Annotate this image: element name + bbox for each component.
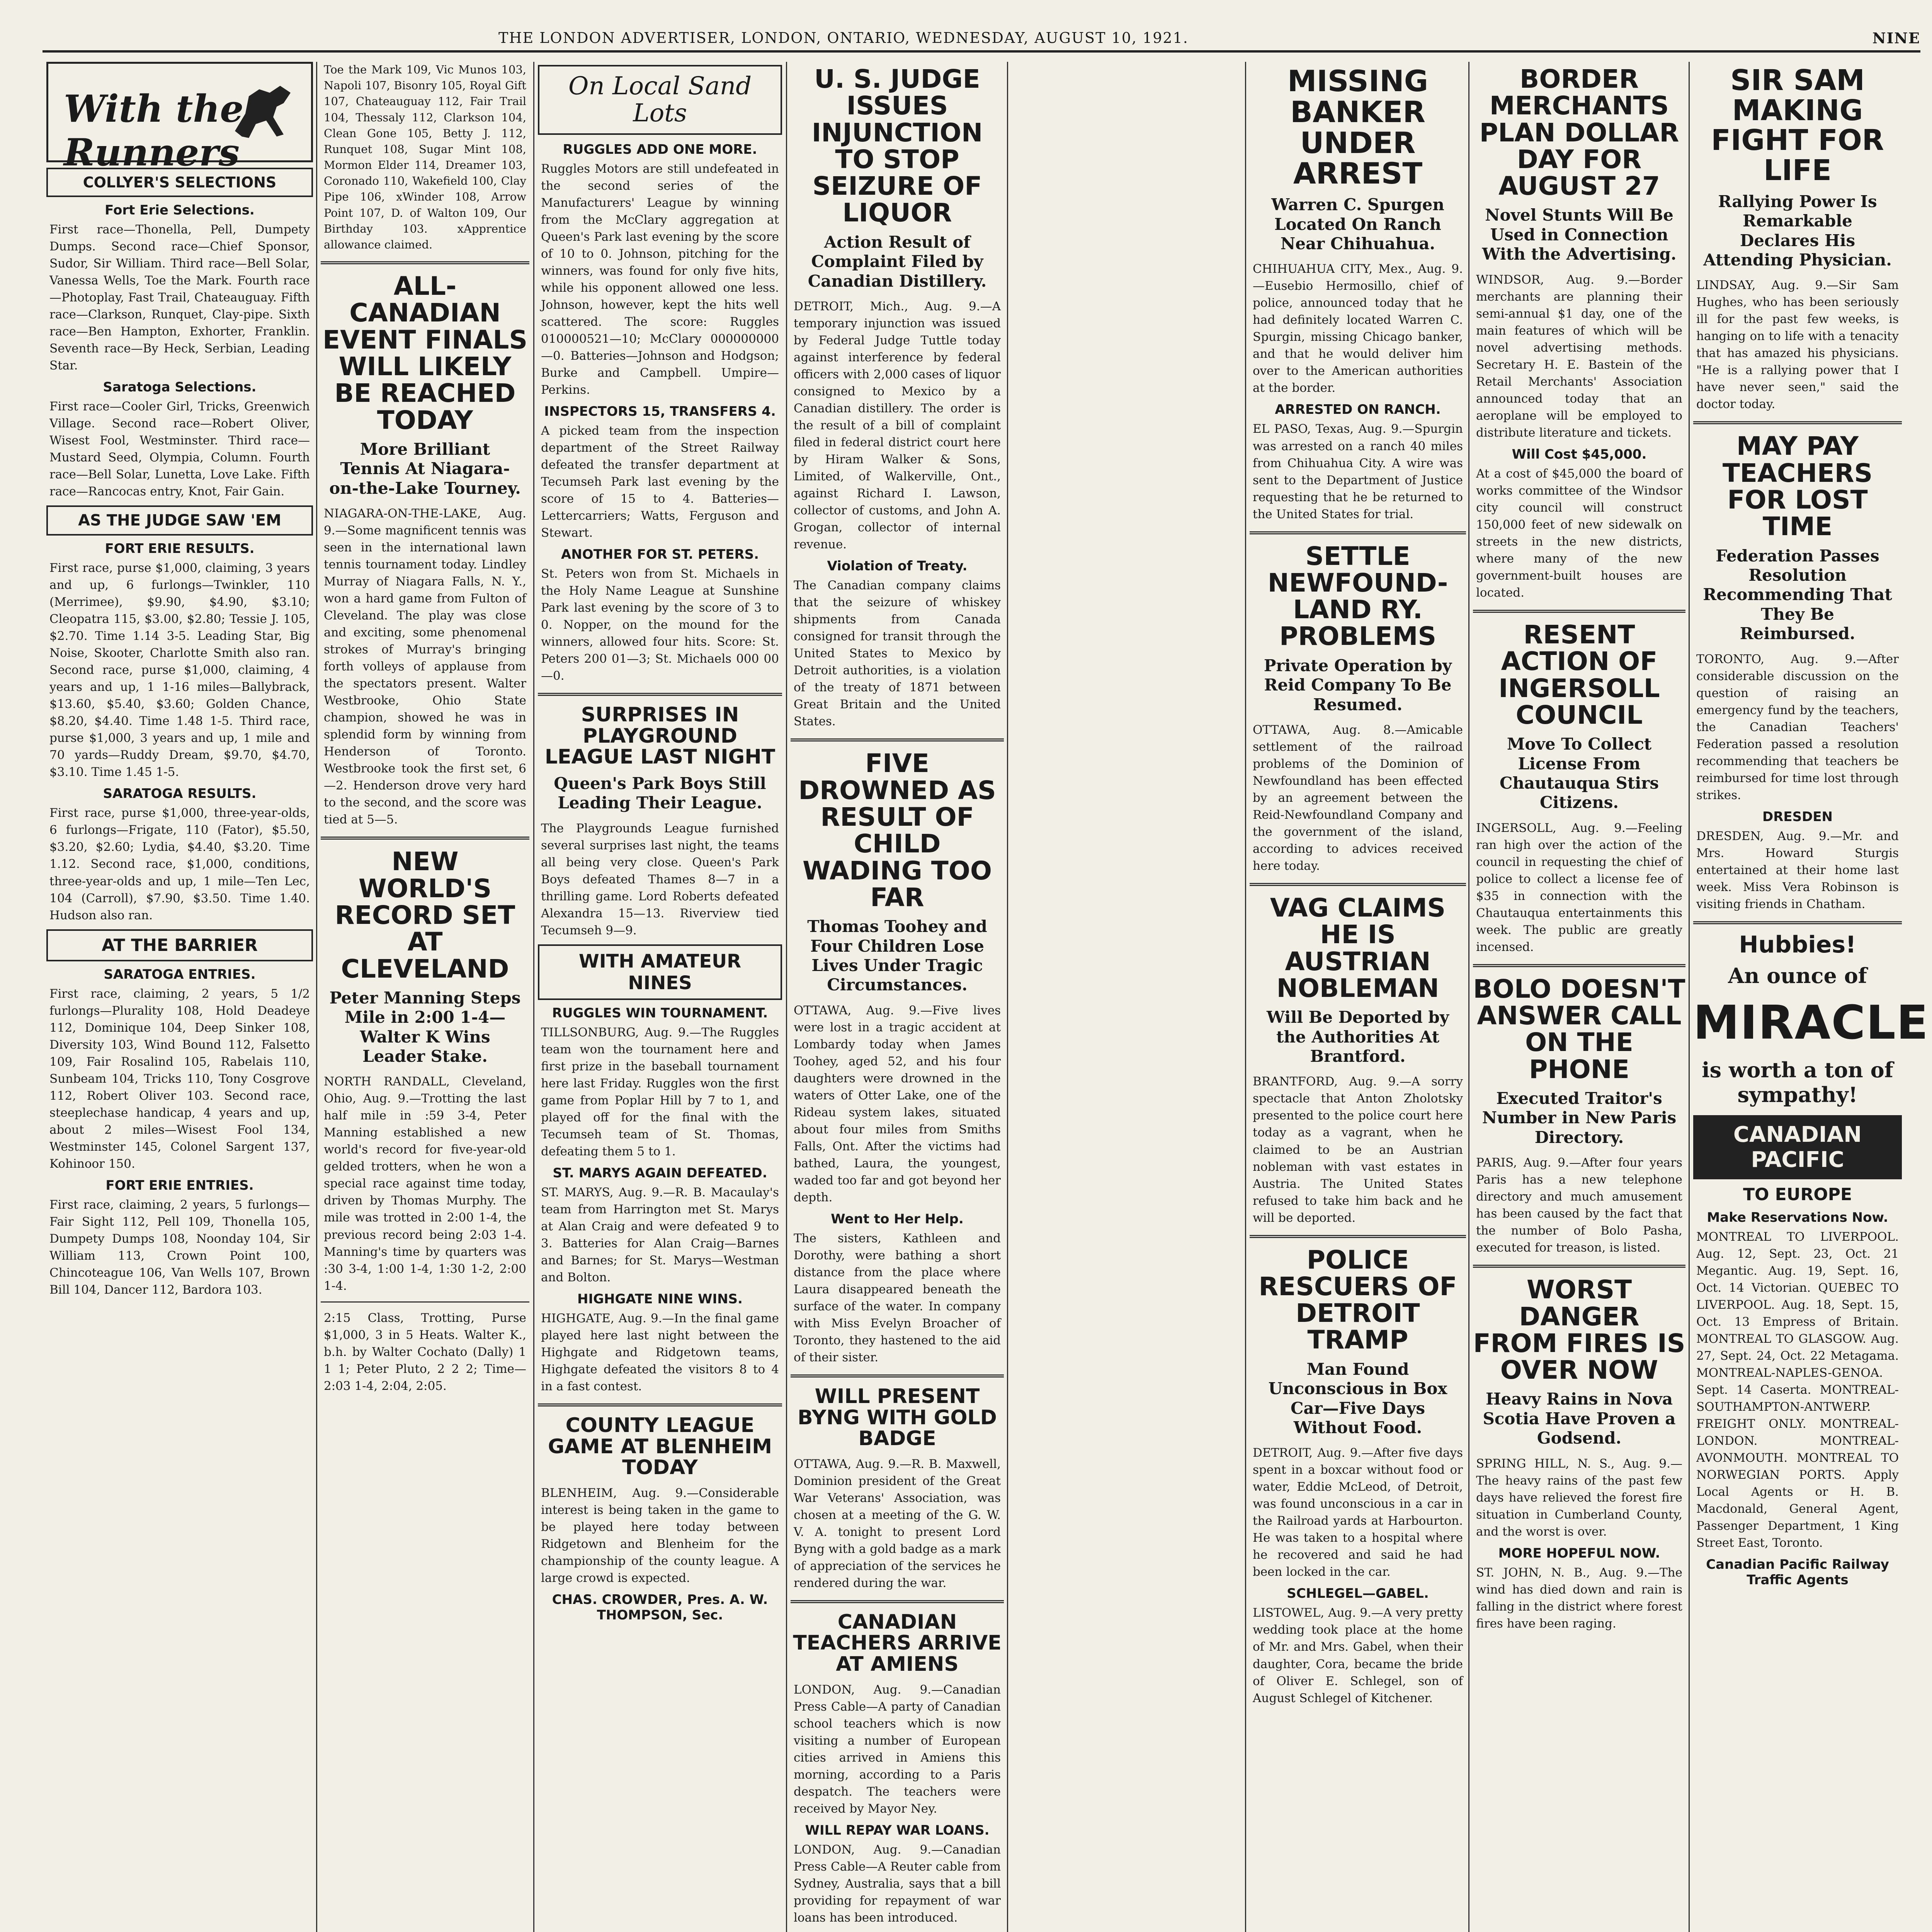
column-border (1473, 62, 1685, 1932)
amateur-text-1: TILLSONBURG, Aug. 9.—The Ruggles team won the tournament here and first prize in the baseball tournament here last Friday. Ruggles won the first game from Poplar Hill by 7 to 1, and played off for the final with the Tecumseh team of St. Thomas, defeating them 5 to 1. (541, 1025, 779, 1158)
liquor-headline: U. S. JUDGE ISSUES INJUNCTION TO STOP SEIZURE OF LIQUOR (811, 64, 983, 228)
column-runners (46, 62, 313, 1932)
war-loans-heading: WILL REPAY WAR LOANS. (805, 1822, 990, 1838)
war-loans-text: LONDON, Aug. 9.—Canadian Press Cable—A Reuter cable from Sydney, Australia, says that a bill providing for repayment of war loans has been introduced. (794, 1842, 1001, 1925)
cpr-schedule: MONTREAL TO LIVERPOOL. Aug. 12, Sept. 23, Oct. 21 Megantic. Aug. 19, Sept. 16, Oct. 14 Victorian. QUEBEC TO LIVERPOOL. Aug. 18, Sept. 15, Oct. 13 Empress of Britain. MONTREAL TO GLASGOW. Aug. 27, Sept. 24, Oct. 22 Metagama. MONTREAL-NAPLES-GENOA. Sept. 14 Caserta. MONTREAL-SOUTHAMPTON-ANTWERP. FREIGHT ONLY. MONTREAL-LONDON. MONTREAL-AVONMOUTH. MONTREAL TO NORWEGIAN PORTS. Apply Local Agents or H. B. Macdonald, General Agent, Passenger Department, 1 King Street East, Toronto. (1696, 1230, 1899, 1550)
divider (1473, 1265, 1685, 1268)
banker-text-2: EL PASO, Texas, Aug. 9.—Spurgin was arrested on a ranch 40 miles from Chihuahua City. A wire was sent to the Department of Justice requesting that he be returned to the United States for trial. (1253, 422, 1463, 521)
divider (1250, 531, 1466, 534)
county-headline: COUNTY LEAGUE GAME AT BLENHEIM TODAY (548, 1414, 772, 1480)
border-section: Will Cost $45,000. (1512, 446, 1647, 462)
county-text: BLENHEIM, Aug. 9.—Considerable interest is being taken in the game to be played here today between Ridgetown and Blenheim for the championship of the county league. A large crowd is expected. (541, 1486, 779, 1585)
column-rule (1689, 62, 1690, 1932)
ingersoll-subhead: Move To Collect License From Chautauqua Stirs Citizens. (1499, 735, 1659, 812)
fires-headline: WORST DANGER FROM FIRES IS OVER NOW (1473, 1275, 1685, 1385)
drowned-text: OTTAWA, Aug. 9.—Five lives were lost in a tragic accident at Lombardy today when James Toohey, aged 52, and his four daughters were drowned in the waters of Otter Lake, one of the Rideau system lakes, situated about four miles from Smiths Falls, Ont. After the victims had bathed, Laura, the youngest, waded too far and got beyond her depth. (794, 1003, 1001, 1204)
divider (1473, 964, 1685, 967)
saratoga-selections: Saratoga Selections. (103, 379, 257, 395)
amateur-text-2: ST. MARYS, Aug. 9.—R. B. Macaulay's team from Harrington met St. Marys at Alan Craig and were defeated 9 to 3. Batteries for Alan Craig—Barnes and Barnes; for St. Marys—Westman and Bolton. (541, 1185, 779, 1285)
entries-list: Toe the Mark 109, Vic Munos 103, Napoli 107, Bisonry 105, Royal Gift 107, Chateauguay 112, Fair Trail 104, Thessaly 112, Clarkson 104, Clean Gone 105, Betty J. 112, Runquet 108, Sugar Mint 108, Mormon Elder 114, Dreamer 103, Coronado 110, Wakefield 100, Clay Pipe 106, xWinder 108, Arrow Point 107, D. of Walton 109, Our Birthday 103. xApprentice allowance claimed. (324, 63, 526, 251)
liquor-text: DETROIT, Mich., Aug. 9.—A temporary injunction was issued by Federal Judge Tuttle today against interference by federal officers with 2,000 cases of liquor consigned to Mexico by a Canadian distillery. The order is the result of a bill of complaint filed in federal district court here by Hiram Walker & Sons, Limited, of Walkerville, Ont., against Richard I. Lawson, collector of customs, and John A. Grogan, collector of internal revenue. (794, 299, 1001, 552)
local-section-2: INSPECTORS 15, TRANSFERS 4. (544, 404, 776, 419)
banker-subhead: Warren C. Spurgen Located On Ranch Near Chihuahua. (1271, 195, 1444, 253)
entries-text-2: First race, claiming, 2 years, 5 furlongs—Fair Sight 112, Pell 109, Thonella 105, Dumpety Dumps 108, Noonday 104, Sir William 113, Crown Point 100, Chincoteague 106, Van Wells 107, Brown Bill 104, Dancer 112, Bardora 103. (49, 1197, 310, 1297)
teachers-headline: CANADIAN TEACHERS ARRIVE AT AMIENS (793, 1610, 1002, 1676)
tennis-headline: ALL-CANADIAN EVENT FINALS WILL LIKELY BE REACHED TODAY (322, 271, 528, 435)
bolo-subhead: Executed Traitor's Number in New Paris Directory. (1482, 1089, 1677, 1147)
fires-text: SPRING HILL, N. S., Aug. 9.—The heavy rains of the past few days have relieved the forest fire situation in Cumberland County, and the worst is over. (1476, 1456, 1682, 1539)
drowned-section: Went to Her Help. (831, 1211, 964, 1227)
border-headline: BORDER MERCHANTS PLAN DOLLAR DAY FOR AUGUST 27 (1479, 64, 1679, 201)
playground-headline: SURPRISES IN PLAYGROUND LEAGUE LAST NIGHT (544, 703, 776, 769)
cpr-footer: Canadian Pacific Railway Traffic Agents (1706, 1557, 1889, 1588)
selections-text-2: First race—Cooler Girl, Tricks, Greenwich Village. Second race—Robert Oliver, Wisest Fool, Westminster. Third race—Mustard Seed, Olympia, Column. Fourth race—Bell Solar, Lunetta, Love Lake. Fifth race—Rancocas entry, Knot, Fair Gain. (49, 400, 310, 499)
page-number: NINE (1872, 29, 1920, 47)
amateur-section-2: ST. MARYS AGAIN DEFEATED. (553, 1165, 767, 1181)
teachers-pay-text: TORONTO, Aug. 9.—After considerable discussion on the question of raising an emergency fund by the teachers, the Canadian Teachers' Federation passed a resolution recommending that teachers be reimbursed for time lost through strikes. (1696, 652, 1899, 802)
amateur-section-1: RUGGLES WIN TOURNAMENT. (552, 1005, 768, 1021)
drowned-headline: FIVE DROWNED AS RESULT OF CHILD WADING TOO FAR (798, 748, 996, 912)
banker-text: CHIHUAHUA CITY, Mex., Aug. 9.—Eusebio Hermosillo, chief of police, announced today that he had definitely located Warren C. Spurgin, missing Chicago banker, and that he would deliver him over to the American authorities at the border. (1253, 262, 1463, 395)
newfoundland-subhead: Private Operation by Reid Company To Be Resumed. (1264, 656, 1452, 714)
column-rule (786, 62, 787, 1932)
barrier-heading: AT THE BARRIER (46, 929, 313, 961)
record-headline: NEW WORLD'S RECORD SET AT CLEVELAND (335, 847, 515, 984)
cpr-logo: CANADIAN PACIFIC (1693, 1115, 1902, 1179)
byng-headline: WILL PRESENT BYNG WITH GOLD BADGE (798, 1384, 997, 1451)
column-tennis (321, 62, 529, 1932)
judge-heading: AS THE JUDGE SAW 'EM (46, 505, 313, 536)
entries-text: First race, claiming, 2 years, 5 1/2 furlongs—Plurality 108, Hold Deadeye 112, Dominique 104, Deep Sinker 108, Diversity 103, Wind Bound 112, Falsetto 109, Fair Rosalind 105, Rabelais 110, Sunbeam 104, Tricks 110, Tony Cosgrove 112, Robert Oliver 103. Second race, steeplechase handicap, 4 years and up, about 2 miles—Wisest Fool 134, Westminster 145, Colonel Sargent 137, Kohinoor 150. (49, 986, 310, 1171)
amateur-text-3: HIGHGATE, Aug. 9.—In the final game played here last night between the Highgate and Ridgetown teams, Highgate defeated the visitors 8 to 4 in a fast contest. (541, 1311, 779, 1394)
tramp-text: DETROIT, Aug. 9.—After five days spent in a boxcar without food or water, Eddie McLeod, of Detroit, was found unconscious in a car in the Railroad yards at Harbourton. He was taken to a hospital where he recovered and said he had been locked in the car. (1253, 1446, 1463, 1579)
teachers-text: LONDON, Aug. 9.—Canadian Press Cable—A party of Canadian school teachers which is now visiting a number of European cities arrived in Amiens this morning, according to a Paris despatch. The teachers were received by Mayor Ney. (794, 1682, 1001, 1816)
race-summary: 2:15 Class, Trotting, Purse $1,000, 3 in 5 Heats. Walter K., b.h. by Walter Cochato (Dally) 1 1 1; Peter Pluto, 2 2 2; Time—2:03 1-4, 2:04, 2:05. (324, 1311, 526, 1393)
divider (321, 837, 529, 840)
ad-hubbies: Hubbies! (1739, 931, 1856, 958)
horse-icon (226, 75, 299, 145)
column-banker (1250, 62, 1466, 1932)
nobleman-headline: VAG CLAIMS HE IS AUSTRIAN NOBLEMAN (1270, 893, 1446, 1003)
column-rule (1007, 62, 1008, 1932)
divider (321, 261, 529, 264)
ad-ounce: An ounce of (1728, 963, 1867, 988)
border-text-2: At a cost of $45,000 the board of works committee of the Windsor city council will construct 150,000 feet of new sidewalk on streets in the new districts, where many of the new government-built houses are located. (1476, 466, 1682, 600)
local-box (538, 65, 782, 135)
selections-text: First race—Thonella, Pell, Dumpety Dumps. Second race—Chief Sponsor, Sudor, Sir William. Third race—Bell Solar, Vanessa Wells, Toe the Mark. Fourth race—Photoplay, Fast Trail, Chateauguay. Fifth race—Clarkson, Runquet, Clay-pipe. Sixth race—Ben Hampton, Exhorter, Franklin. Seventh race—By Heck, Serbian, Leading Star. (49, 223, 310, 373)
sirsam-subhead: Rallying Power Is Remarkable Declares His Attending Physician. (1703, 192, 1892, 269)
column-local (538, 62, 782, 1932)
hopeful-heading: MORE HOPEFUL NOW. (1498, 1545, 1660, 1561)
record-article: NORTH RANDALL, Cleveland, Ohio, Aug. 9.—Trotting the last half mile in :59 3-4, Peter Manning established a new world's record for five-year-old gelded trotters, when he won a special race against time today, driven by Thomas Murphy. The mile was trotted in 2:00 1-4, the previous record being 2:03 1-4. Manning's time by quarters was :30 3-4, 1:00 1-4, 1:30 1-2, 2:00 1-4. (324, 1075, 526, 1293)
tramp-subhead: Man Found Unconscious in Box Car—Five Days Without Food. (1268, 1359, 1447, 1437)
fires-subhead: Heavy Rains in Nova Scotia Have Proven a Godsend. (1483, 1389, 1676, 1448)
local-text-3: St. Peters won from St. Michaels in the Holy Name League at Sunshine Park last evening by the score of 3 to 0. Nopper, on the mound for the winners, allowed four hits. Score: St. Peters 200 01—3; St. Michaels 000 00—0. (541, 567, 779, 683)
byng-text: OTTAWA, Aug. 9.—R. B. Maxwell, Dominion president of the Great War Veterans' Association, was chosen at a meeting of the G. W. V. A. tonight to present Lord Byng with a gold badge as a mark of appreciation of the services he rendered during the war. (794, 1457, 1001, 1590)
signature: CHAS. CROWDER, Pres. A. W. THOMPSON, Sec. (552, 1592, 768, 1623)
sirsam-text: LINDSAY, Aug. 9.—Sir Sam Hughes, who has been seriously ill for the past few weeks, is hanging on to life with a tenacity that has amazed his physicians. "He is a rallying power that I have never seen," said the doctor today. (1696, 278, 1899, 412)
ingersoll-text: INGERSOLL, Aug. 9.—Feeling ran high over the action of the council in requesting the chief of police to collect a license fee of $35 in connection with the Chautauqua entertainments this week. The public are greatly incensed. (1476, 821, 1682, 954)
drowned-subhead: Thomas Toohey and Four Children Lose Lives Under Tragic Circumstances. (807, 917, 987, 995)
cpr-europe: TO EUROPE (1743, 1185, 1852, 1205)
local-section-3: ANOTHER FOR ST. PETERS. (561, 547, 759, 563)
column-sirsam (1693, 62, 1929, 1932)
column-rule (1245, 62, 1246, 1932)
divider (1693, 421, 1902, 424)
tennis-article: NIAGARA-ON-THE-LAKE, Aug. 9.—Some magnificent tennis was seen in the international lawn tennis tournament today. Lindley Murray of Niagara Falls, N. Y., won a hard game from Fulton of Cleveland. The play was close and exciting, some phenomenal strokes of Murray's bringing forth volleys of applause from the spectators present. Walter Westbrooke, Ohio State champion, showed he was in splendid form by winning from Henderson of Toronto. Westbrooke took the first set, 6—2. Henderson drove very hard to the second, and the score was tied at 5—5. (324, 507, 526, 827)
masthead-title: THE LONDON ADVERTISER, LONDON, ONTARIO, WEDNESDAY, AUGUST 10, 1921. (498, 29, 1189, 46)
newfoundland-text: OTTAWA, Aug. 8.—Amicable settlement of the railroad problems of the Dominion of Newfoundland has been effected by an agreement between the Reid-Newfoundland Company and the government of the island, according to advices received here today. (1253, 723, 1463, 873)
column-rule (316, 62, 317, 1932)
bolo-headline: BOLO DOESN'T ANSWER CALL ON THE PHONE (1473, 974, 1685, 1084)
miracle-logo: MIRACLE (1693, 996, 1929, 1050)
local-text-1: Ruggles Motors are still undefeated in the second series of the Manufacturers' League by winning from the McClary aggregation at Queen's Park last evening by the score of 10 to 0. Johnson, pitching for the winners, was found for only five hits, while his opponent allowed one less. Johnson, however, kept the hits well scattered. The score: Ruggles 010000521—10; McClary 000000000—0. Batteries—Johnson and Hodgson; Burke and Campbell. Umpire—Perkins. (541, 162, 779, 397)
fort-erie-results: FORT ERIE RESULTS. (105, 541, 255, 557)
local-text-2: A picked team from the inspection department of the Street Railway defeated the transfer department at Tecumseh Park last evening by the score of 15 to 4. Batteries—Lettercarriers; Watts, Ferguson and Stewart. (541, 424, 779, 540)
hopeful-text: ST. JOHN, N. B., Aug. 9.—The wind has died down and rain is falling in the district where forest fires have been raging. (1476, 1565, 1682, 1631)
runners-banner-title: With the Runners (64, 87, 244, 174)
divider (791, 1374, 1004, 1378)
amateur-heading: WITH AMATEUR NINES (538, 944, 782, 1000)
cpr-reservations: Make Reservations Now. (1707, 1210, 1888, 1226)
column-rule (1468, 62, 1469, 1932)
bolo-text: PARIS, Aug. 9.—After four years Paris has a new telephone directory and much amusement has been caused by the fact that the number of Bolo Pasha, executed for treason, is listed. (1476, 1156, 1682, 1255)
sirsam-headline: SIR SAM MAKING FIGHT FOR LIFE (1711, 64, 1884, 187)
ingersoll-headline: RESENT ACTION OF INGERSOLL COUNCIL (1498, 619, 1660, 730)
playground-text: The Playgrounds League furnished several surprises last night, the teams all being very close. Queen's Park Boys defeated Thames 8—7 in a thrilling game. Lord Roberts defeated Alexandra 15—13. Riverview tied Tecumseh 9—9. (541, 821, 779, 937)
amateur-section-3: HIGHGATE NINE WINS. (577, 1291, 743, 1307)
liquor-subhead: Action Result of Complaint Filed by Canadian Distillery. (808, 232, 987, 291)
wedding-text: LISTOWEL, Aug. 9.—A very pretty wedding took place at the home of Mr. and Mrs. Gabel, when their daughter, Cora, became the bride of Oliver E. Schlegel, son of August Schlegel of Kitchener. (1253, 1606, 1463, 1705)
tramp-headline: POLICE RESCUERS OF DETROIT TRAMP (1259, 1245, 1457, 1355)
divider (1250, 883, 1466, 886)
divider (538, 693, 782, 696)
divider (321, 1301, 529, 1303)
runners-banner (46, 62, 313, 174)
fort-erie-selections: Fort Erie Selections. (105, 202, 255, 218)
results-text-2: First race, purse $1,000, three-year-olds, 6 furlongs—Frigate, 110 (Fator), $5.50, $3.20, $2.60; Lydia, $4.40, $3.20. Time 1.12. Second race, $1,000, conditions, three-year-olds and up, 1 mile—Ten Lec, 104 (Carroll), $7.90, $3.50. Time 1.40. Hudson also ran. (49, 806, 310, 922)
border-text: WINDSOR, Aug. 9.—Border merchants are planning their semi-annual $1 day, one of the main features of which will be novel advertising methods. Secretary H. E. Bastein of the Retail Merchants' Association announced today that an aeroplane will be employed to distribute literature and tickets. (1476, 272, 1682, 440)
ad-tagline: is worth a ton of sympathy! (1702, 1057, 1893, 1107)
liquor-text-2: The Canadian company claims that the seizure of whiskey shipments from Canada consigned for transit through the United States to Mexico by Detroit authorities, is a violation of the treaty of 1871 between Great Britain and the United States. (794, 578, 1001, 729)
divider (791, 738, 1004, 742)
divider (1250, 1235, 1466, 1238)
selections-heading: COLLYER'S SELECTIONS (46, 168, 313, 197)
newfoundland-headline: SETTLE NEWFOUND-LAND RY. PROBLEMS (1267, 541, 1448, 651)
column-rule (533, 62, 534, 1932)
column-liquor (791, 62, 1004, 1932)
nobleman-text: BRANTFORD, Aug. 9.—A sorry spectacle that Anton Zholotsky presented to the police court here today as a vagrant, when he claimed to be an Austrian nobleman with vast estates in Austria. The United States refused to take him back and he will be deported. (1253, 1075, 1463, 1225)
banker-headline: MISSING BANKER UNDER ARREST (1287, 64, 1429, 191)
teachers-pay-subhead: Federation Passes Resolution Recommending That They Be Reimbursed. (1703, 546, 1892, 643)
wedding-heading: SCHLEGEL—GABEL. (1287, 1586, 1429, 1602)
banker-section: ARRESTED ON RANCH. (1275, 402, 1441, 418)
divider (1473, 610, 1685, 613)
divider (791, 1600, 1004, 1603)
masthead (43, 27, 1920, 53)
saratoga-results: SARATOGA RESULTS. (103, 786, 257, 802)
nobleman-subhead: Will Be Deported by the Authorities At Brantford. (1266, 1008, 1449, 1066)
playground-subhead: Queen's Park Boys Still Leading Their League. (554, 774, 766, 813)
saratoga-entries: SARATOGA ENTRIES. (104, 966, 256, 982)
divider (538, 1403, 782, 1406)
drowned-text-2: The sisters, Kathleen and Dorothy, were bathing a short distance from the place where Laura disappeared beneath the surface of the water. In company with Miss Evelyn Broacher of Toronto, they hastened to the aid of their sister. (794, 1231, 1001, 1364)
results-text: First race, purse $1,000, claiming, 3 years and up, 6 furlongs—Twinkler, 110 (Merrimee), $9.90, $4.90, $3.10; Cleopatra 115, $3.00, $2.80; Tessie J. 105, $2.70. Time 1.14 3-5. Leading Star, Big Noise, Skooter, Charlotte Smith also ran. Second race, purse $1,000, claiming, 4 years and up, 1 1-16 miles—Ballybrack, $13.60, $5.40, $3.60; Golden Chance, $8.20, $4.40. Time 1.48 1-5. Third race, purse $1,000, 3 years and up, 1 mile and 70 yards—Ruddy Dream, $9.70, $4.70, $3.10. Time 1.45 1-5. (49, 561, 310, 779)
dresden-text: DRESDEN, Aug. 9.—Mr. and Mrs. Howard Sturgis entertained at their home last week. Miss Vera Robinson is visiting friends in Chatham. (1696, 829, 1899, 911)
liquor-section: Violation of Treaty. (827, 558, 968, 574)
record-subhead: Peter Manning Steps Mile in 2:00 1-4—Walter K Wins Leader Stake. (329, 988, 521, 1066)
divider (1693, 921, 1902, 924)
dresden-heading: DRESDEN (1762, 809, 1833, 825)
tennis-subhead: More Brilliant Tennis At Niagara-on-the-Lake Tourney. (329, 439, 521, 498)
teachers-pay-headline: MAY PAY TEACHERS FOR LOST TIME (1722, 431, 1873, 542)
local-section-1: RUGGLES ADD ONE MORE. (563, 141, 757, 157)
border-subhead: Novel Stunts Will Be Used in Connection With the Advertising. (1482, 206, 1677, 264)
local-title: On Local Sand Lots (568, 72, 752, 128)
fort-erie-entries: FORT ERIE ENTRIES. (105, 1177, 254, 1193)
